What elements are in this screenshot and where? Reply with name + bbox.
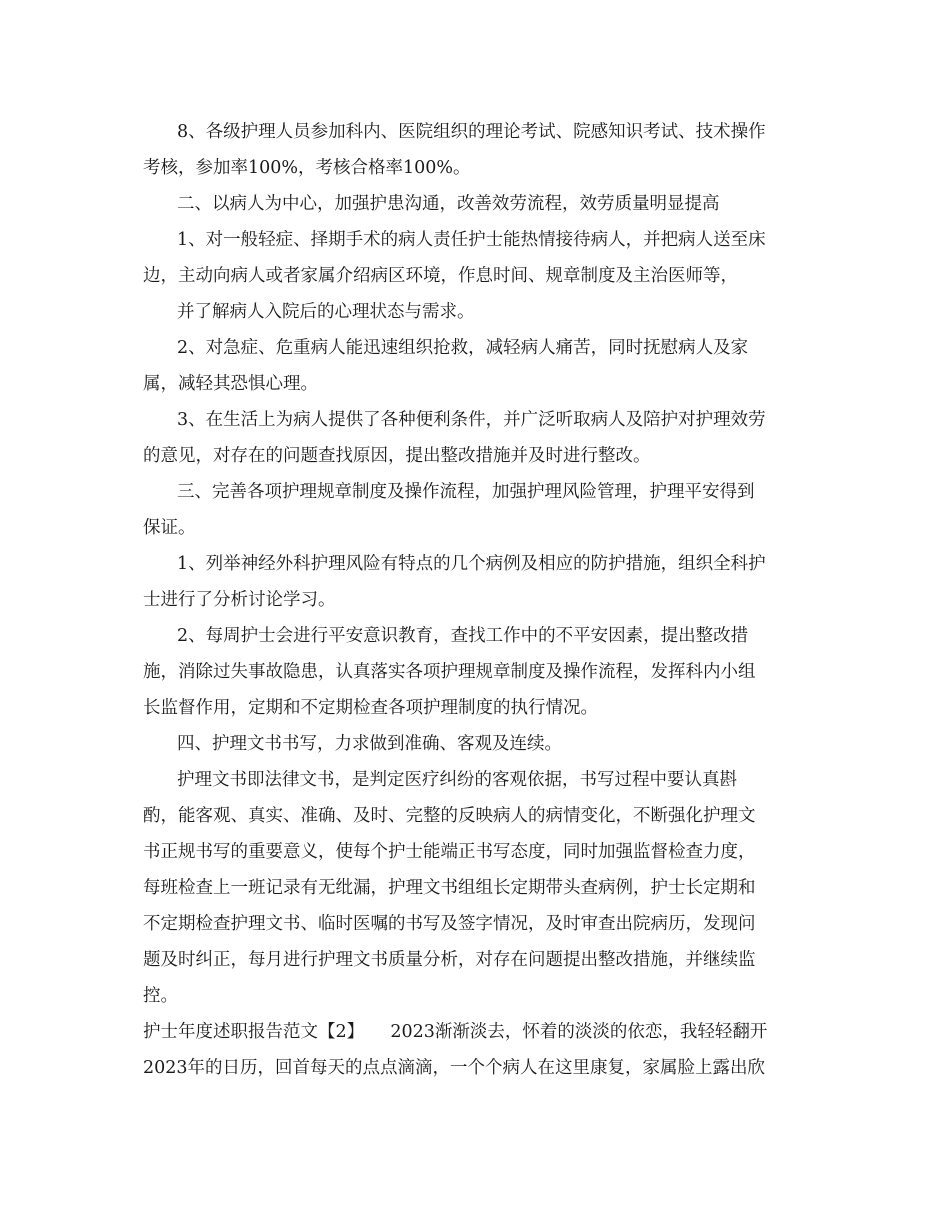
text-line: 2023年的日历，回首每天的点点滴滴，一个个病人在这里康复，家属脸上露出欣 <box>143 1058 766 1078</box>
text-line: 1、列举神经外科护理风险有特点的几个病例及相应的防护措施，组织全科护 <box>177 554 766 574</box>
text-line: 边，主动向病人或者家属介绍病区环境，作息时间、规章制度及主治医师等， <box>143 266 738 286</box>
text-line: 考核，参加率100%，考核合格率100%。 <box>143 158 471 178</box>
text-line: 2、对急症、危重病人能迅速组织抢救，减轻病人痛苦，同时抚慰病人及家 <box>177 338 749 358</box>
text-line: 施，消除过失事故隐患，认真落实各项护理规章制度及操作流程，发挥科内小组 <box>143 662 756 682</box>
text-line: 3、在生活上为病人提供了各种便利条件，并广泛听取病人及陪护对护理效劳 <box>177 410 766 430</box>
section-heading: 二、以病人为中心，加强护患沟通，改善效劳流程，效劳质量明显提高 <box>177 194 720 214</box>
section-heading: 三、完善各项护理规章制度及操作流程，加强护理风险管理，护理平安得到 <box>177 482 755 502</box>
section-heading: 四、护理文书书写，力求做到准确、客观及连续。 <box>177 734 562 754</box>
text-line: 题及时纠正，每月进行护理文书质量分析，对存在问题提出整改措施，并继续监 <box>143 950 756 970</box>
text-line: 士进行了分析讨论学习。 <box>143 590 336 610</box>
text-line: 2、每周护士会进行平安意识教育，查找工作中的不平安因素，提出整改措 <box>177 626 749 646</box>
text-line: 8、各级护理人员参加科内、医院组织的理论考试、院感知识考试、技术操作 <box>177 122 766 142</box>
text-line: 不定期检查护理文书、临时医嘱的书写及签字情况，及时审查出院病历，发现问 <box>143 914 756 934</box>
text-line: 每班检查上一班记录有无纰漏，护理文书组组长定期带头查病例，护士长定期和 <box>143 878 756 898</box>
text-line: 并了解病人入院后的心理状态与需求。 <box>177 302 475 322</box>
text-line: 的意见，对存在的问题查找原因，提出整改措施并及时进行整改。 <box>143 446 651 466</box>
text-line: 护士年度述职报告范文【2】 2023渐渐淡去，怀着的淡淡的依恋，我轻轻翻开 <box>143 1022 768 1042</box>
text-line: 1、对一般轻症、择期手术的病人责任护士能热情接待病人，并把病人送至床 <box>177 230 766 250</box>
text-line: 属，减轻其恐惧心理。 <box>143 374 318 394</box>
text-line: 长监督作用，定期和不定期检查各项护理制度的执行情况。 <box>143 698 598 718</box>
text-line: 保证。 <box>143 518 196 538</box>
text-line: 书正规书写的重要意义，使每个护士能端正书写态度，同时加强监督检查力度， <box>143 842 756 862</box>
text-line: 酌，能客观、真实、准确、及时、完整的反映病人的病情变化，不断强化护理文 <box>143 806 756 826</box>
text-line: 控。 <box>143 986 178 1006</box>
text-line: 护理文书即法律文书，是判定医疗纠纷的客观依据，书写过程中要认真斟 <box>177 770 737 790</box>
